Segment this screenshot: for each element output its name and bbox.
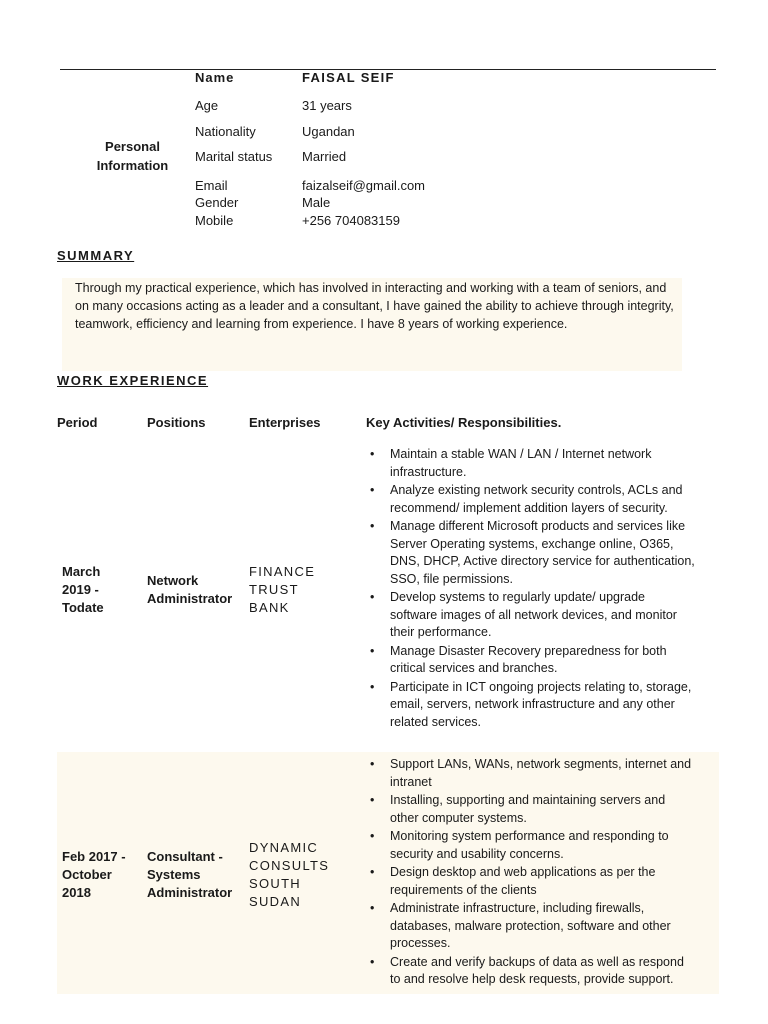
list-item: • Manage different Microsoft products and services like Server Operating systems, exchange online, O365, DNS, DHCP, Active directory service for authentication, SSO, file permissions. (365, 518, 695, 588)
summary-heading: SUMMARY (57, 248, 135, 263)
list-item: • Develop systems to regularly update/ upgrade software images of all network devices, and monitor their performance. (365, 589, 695, 642)
list-item: • Manage Disaster Recovery preparedness for both critical services and branches. (365, 643, 695, 678)
marital-label: Marital status (195, 149, 273, 164)
marital-value: Married (302, 149, 347, 164)
name-value: FAISAL SEIF (302, 70, 395, 85)
list-item: • Create and verify backups of data as well as respond to and resolve help desk requests, provide support. (365, 954, 695, 989)
row2-activities (365, 756, 695, 990)
email-value: faizalseif@gmail.com (302, 178, 426, 193)
gender-label: Gender (195, 195, 239, 210)
personal-info-label: Personal Information (96, 139, 169, 173)
row1-period: March 2019 - Todate (62, 564, 104, 615)
summary-text: Through my practical experience, which has involved in interacting and working with a team of seniors, and on many occasions acting as a leader and a consultant, I have gained the ability to achieve through integrity, teamwork, efficiency and learning from experience. I have 8 years of working experience. (75, 281, 674, 331)
mobile-label: Mobile (195, 213, 234, 228)
age-value: 31 years (302, 98, 352, 113)
row2-position: Consultant - Systems Administrator (147, 849, 233, 900)
nationality-label: Nationality (195, 124, 256, 139)
row2-period: Feb 2017 - October 2018 (62, 849, 126, 900)
list-item: • Analyze existing network security controls, ACLs and recommend/ implement addition layers of security. (365, 482, 695, 517)
email-label: Email (195, 178, 228, 193)
mobile-value: +256 704083159 (302, 213, 400, 228)
name-label: Name (195, 70, 235, 85)
list-item: • Design desktop and web applications as per the requirements of the clients (365, 864, 695, 899)
row1-activities (365, 446, 695, 732)
work-experience-heading: WORK EXPERIENCE (57, 373, 209, 388)
row2-enterprise: DYNAMIC CONSULTS SOUTH SUDAN (249, 840, 330, 909)
col-key-activities: Key Activities/ Responsibilities. (366, 415, 562, 430)
nationality-value: Ugandan (302, 124, 355, 139)
gender-value: Male (302, 195, 331, 210)
col-enterprises: Enterprises (249, 415, 321, 430)
list-item: • Support LANs, WANs, network segments, internet and intranet (365, 756, 695, 791)
list-item: • Maintain a stable WAN / LAN / Internet network infrastructure. (365, 446, 695, 481)
list-item: • Installing, supporting and maintaining servers and other computer systems. (365, 792, 695, 827)
row1-position: Network Administrator (147, 573, 233, 606)
list-item: • Participate in ICT ongoing projects relating to, storage, email, servers, network infrastructure and any other related services. (365, 679, 695, 732)
list-item: • Administrate infrastructure, including firewalls, databases, malware protection, software and other processes. (365, 900, 695, 953)
list-item: • Monitoring system performance and responding to security and usability concerns. (365, 828, 695, 863)
col-positions: Positions (147, 415, 206, 430)
col-period: Period (57, 415, 98, 430)
age-label: Age (195, 98, 219, 113)
row1-enterprise: FINANCE TRUST BANK (249, 564, 316, 615)
